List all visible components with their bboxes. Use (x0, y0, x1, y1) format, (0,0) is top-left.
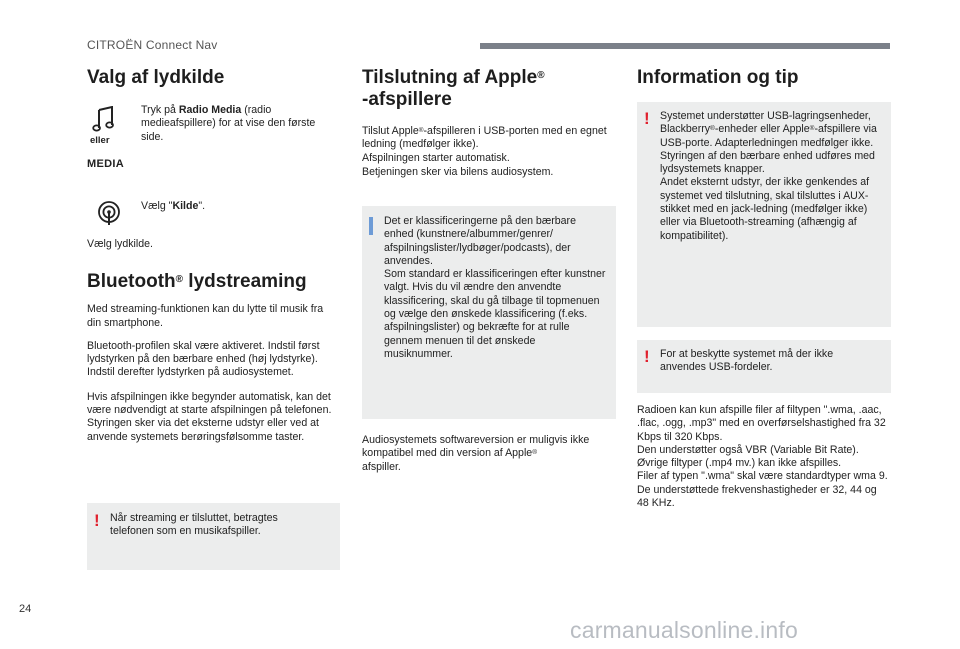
warning-usb-hub-text: For at beskytte systemet må der ikke anvendes USB-fordeler. (660, 348, 834, 374)
watermark: carmanualsonline.info (570, 617, 798, 643)
manual-header-title: CITROËN Connect Nav (87, 38, 218, 52)
step2-text: Vælg "Kilde". (141, 200, 206, 212)
warning-icon: ! (94, 511, 100, 530)
file-format-p2: Den understøtter også VBR (Variable Bit Rate). (637, 443, 859, 456)
warning-streaming-text: Når streaming er tilsluttet, betragtes telefonen som en musikafspiller. (110, 512, 278, 538)
apple-paragraph-2: Audiosystemets softwareversion er muligvis ikke kompatibel med din version af Apple® afspiller. (362, 434, 590, 473)
apple-paragraph-1: Tilslut Apple®-afspilleren i USB-porten med en egnet ledning (medfølger ikke). (362, 125, 607, 151)
source-antenna-icon (96, 200, 122, 226)
music-note-icon (92, 106, 116, 132)
warning-box-usb-hub (637, 340, 891, 393)
media-button-label: MEDIA (87, 158, 124, 170)
step-kilde (87, 202, 340, 238)
warning-icon: ! (644, 347, 650, 366)
vaelg-lydkilde-text: Vælg lydkilde. (87, 238, 153, 250)
column-information-tips (637, 62, 891, 89)
file-format-info (637, 404, 891, 510)
warning-usb-text: Systemet understøtter USB-lagringsenheder, Blackberry®-enheder eller Apple®-afspillere via USB-porte. Adapterledningen medfølger ikke. Styringen af den bærbare enhed udføres med lydsystemets knapper. Andet eksternt udstyr, der ikke genkendes af systemet ved tilslutning, skal tilsluttes i AUX-stikket med en jack-ledning (medfølger ikke) eller via Bluetooth-streaming (afhængig af kompatibilitet). (660, 110, 877, 242)
info-classification-text: Det er klassificeringerne på den bærbare enhed (kunstnere/albummer/genrer/ afspilningslister/lydbøger/podcasts), der anvendes. Som standard er klassificeringen efter kunstner valgt. Hvis du vil ændre den anvendte klassificering, skal du gå tilbage til topmenuen og vælge den ønskede klassificering (f.eks. afspilningslister) og bekræfte for at rulle gennem menuen til det ønskede musiknummer. (384, 215, 606, 360)
page-number: 24 (19, 603, 32, 615)
heading-information-og-tip: Information og tip (637, 67, 799, 88)
warning-box-usb (637, 102, 891, 327)
bt-paragraph-3b: Styringen sker via det eksterne udstyr eller ved at anvende systemets berøringsfølsomme taster. (87, 417, 319, 443)
heading-bluetooth-streaming: Bluetooth® lydstreaming (87, 271, 307, 293)
file-format-p3: Øvrige filtyper (.mp4 mv.) kan ikke afspilles. (637, 457, 842, 470)
warning-icon: ! (644, 109, 650, 128)
media-icon-group (87, 106, 132, 170)
bt-paragraph-1: Med streaming-funktionen kan du lytte til musik fra din smartphone. (87, 303, 324, 329)
eller-label: eller (90, 135, 110, 146)
bt-paragraph-3: Hvis afspilningen ikke begynder automatisk, kan det være nødvendigt at starte afspilningen på telefonen. (87, 390, 332, 417)
heading-tilslutning-apple: Tilslutning af Apple® -afspillere (362, 67, 545, 110)
warning-box-streaming (87, 503, 340, 570)
file-format-p1: Radioen kan kun afspille filer af filtypen ".wma, .aac, .flac, .ogg, .mp3" med en overførselshastighed fra 32 Kbps til 320 Kbps. (637, 404, 886, 443)
heading-valg-af-lydkilde: Valg af lydkilde (87, 67, 225, 88)
info-box-classification (362, 206, 616, 419)
step-radio-media (87, 106, 340, 176)
info-bar (369, 217, 373, 235)
step1-text: Tryk på Radio Media (radio medieafspillere) for at vise den første side. (141, 104, 316, 143)
file-format-p5: De understøttede frekvenshastigheder er 32, 44 og 48 KHz. (637, 483, 877, 510)
column-apple-players (362, 62, 616, 179)
column-sound-source (87, 62, 340, 444)
bt-paragraph-2: Bluetooth-profilen skal være aktiveret. Indstil først lydstyrken på den bærbare enhed (høj lydstyrke). (87, 339, 320, 366)
header-rule (480, 43, 890, 49)
file-format-p4: Filer af typen ".wma" skal være standardtyper wma 9. (637, 470, 888, 483)
apple-paragraph-1c: Afspilningen starter automatisk. (362, 151, 510, 164)
bt-paragraph-2b: Indstil derefter lydstyrken på audiosystemet. (87, 366, 294, 379)
apple-paragraph-1d: Betjeningen sker via bilens audiosystem. (362, 165, 554, 178)
